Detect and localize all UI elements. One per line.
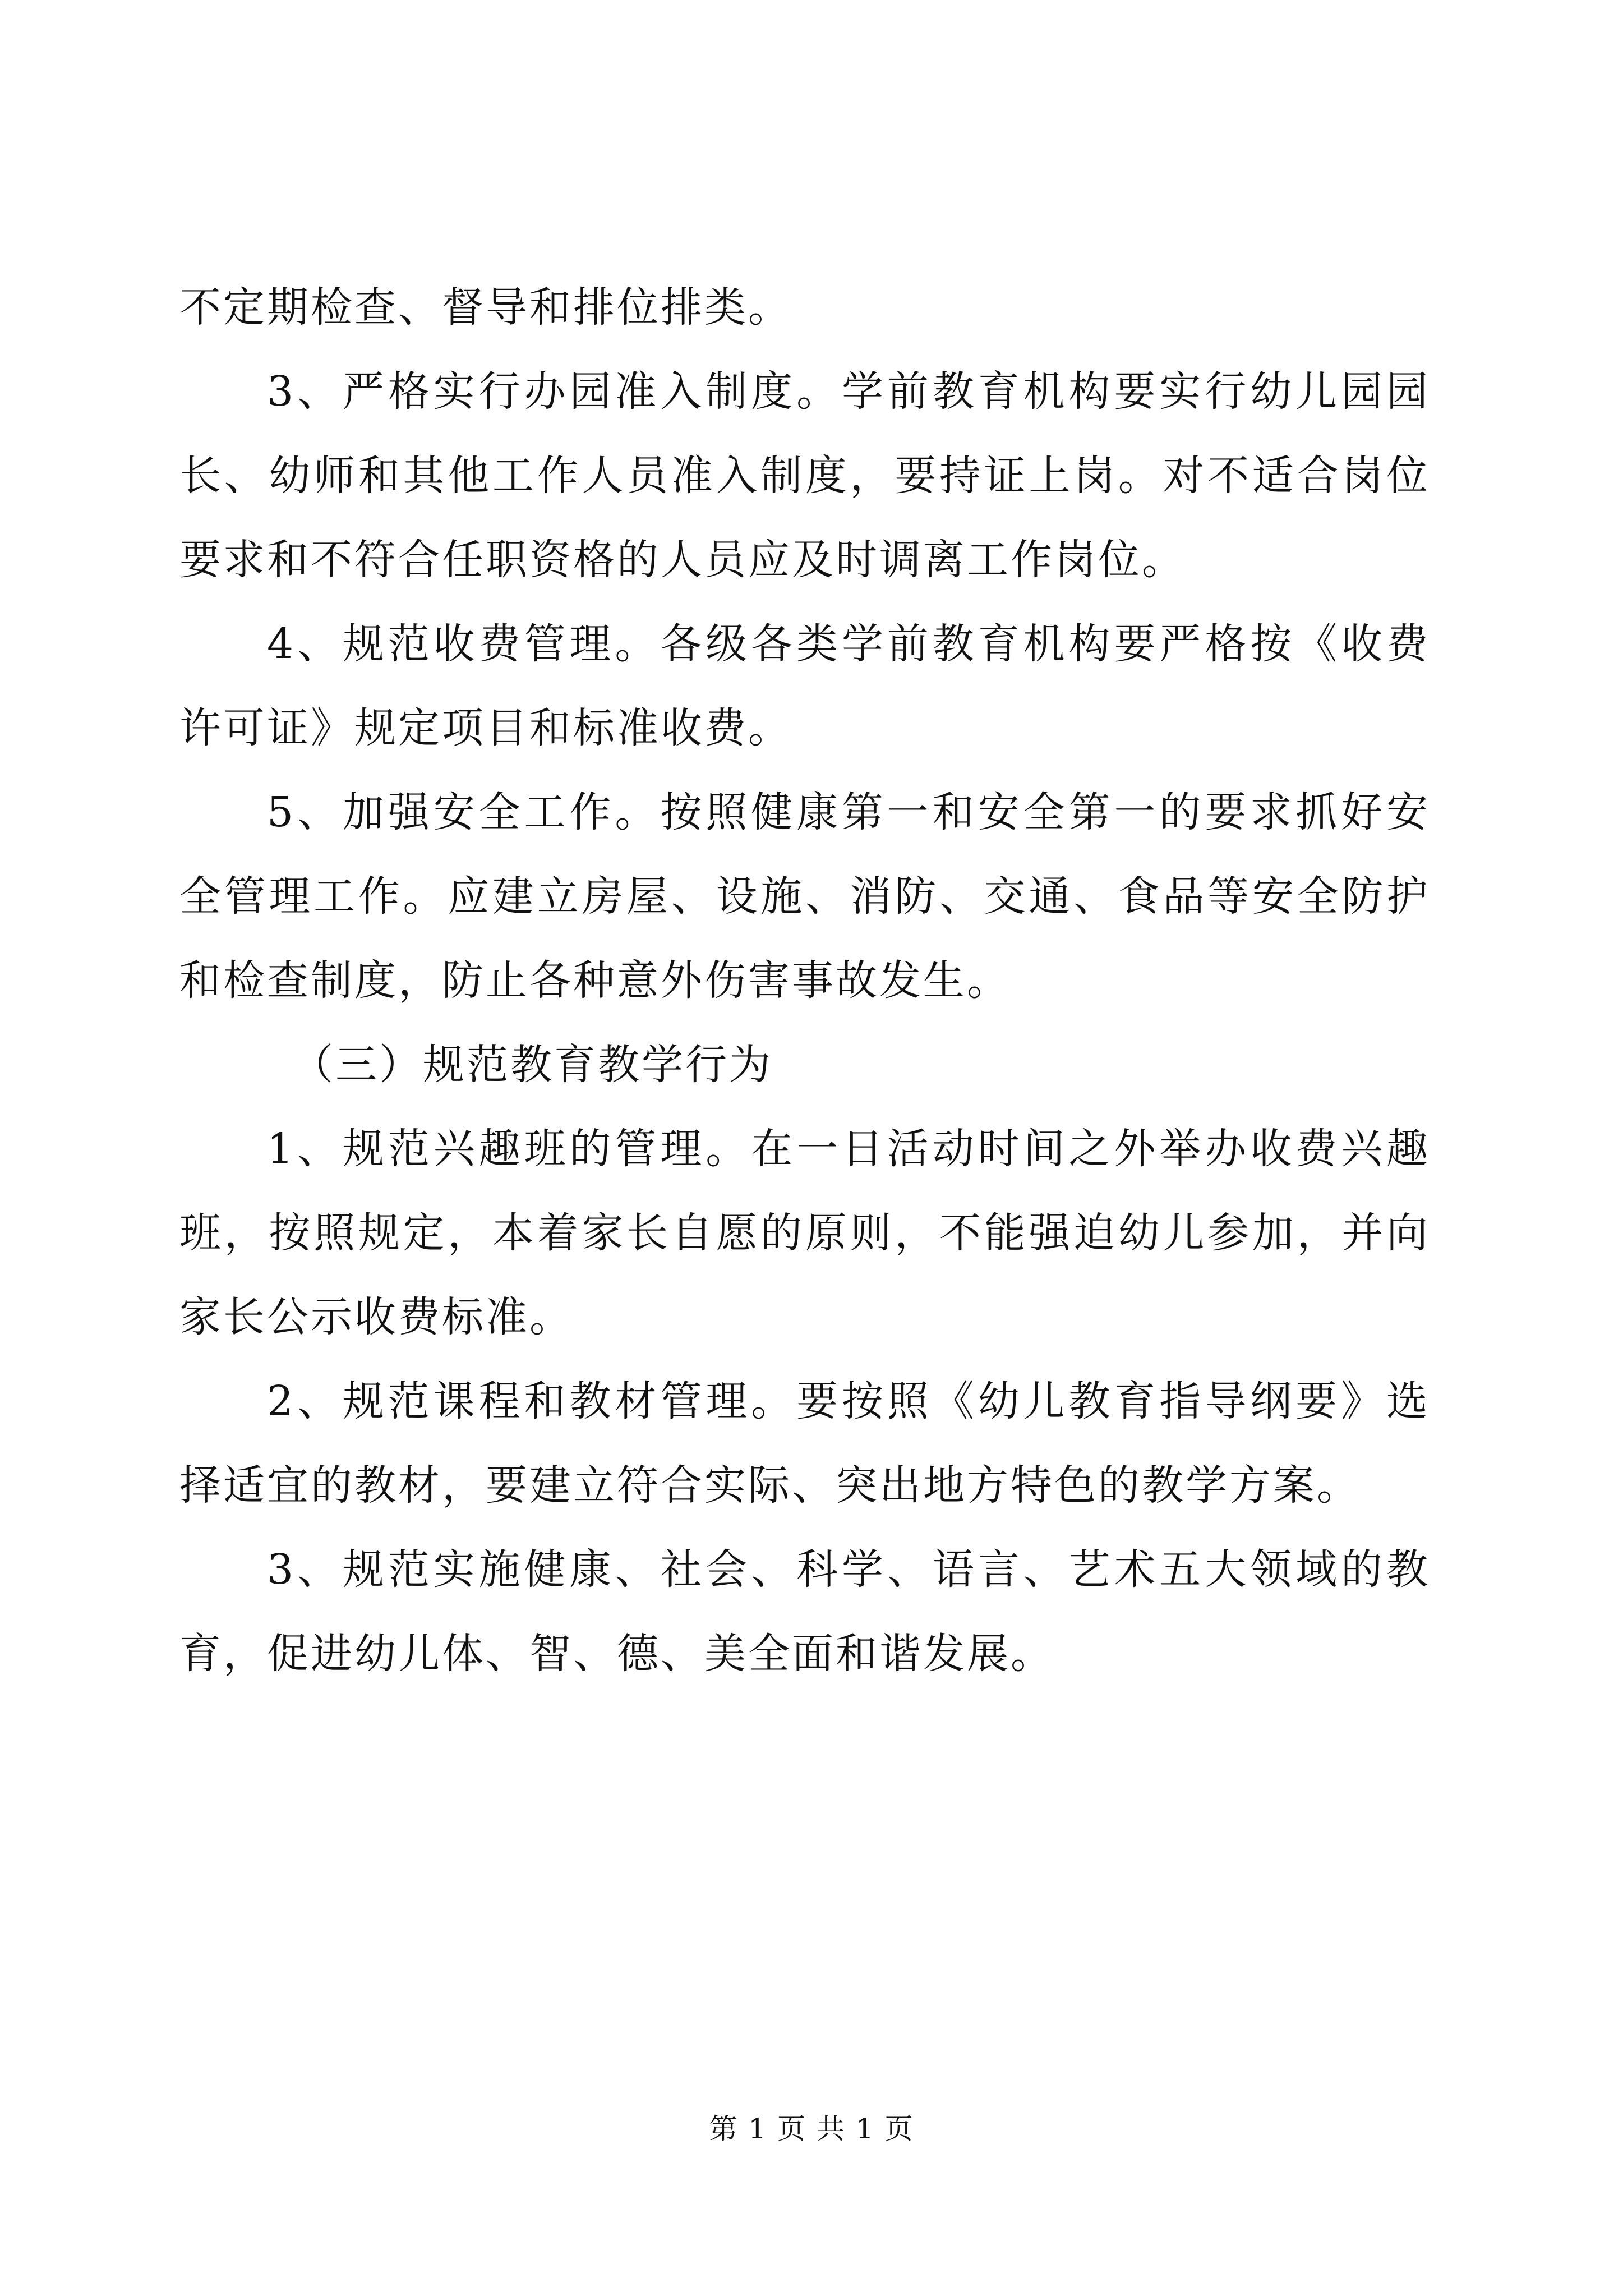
paragraph-item-2-curriculum: 2、规范课程和教材管理。要按照《幼儿教育指导纲要》选择适宜的教材，要建立符合实际、突出地方特色的教学方案。 xyxy=(179,1377,1430,1510)
paragraph-item-1-interest-class: 1、规范兴趣班的管理。在一日活动时间之外举办收费兴趣班，按照规定，本着家长自愿的原则，不能强迫幼儿参加，并向家长公示收费标准。 xyxy=(179,1125,1430,1341)
section-heading-3: （三）规范教育教学行为 xyxy=(292,1041,773,1089)
page-number-footer: 第 1 页 共 1 页 xyxy=(709,2113,914,2145)
paragraph-continuation: 不定期检查、督导和排位排类。 xyxy=(179,283,792,332)
document-body xyxy=(179,265,1430,1696)
paragraph-item-3-five-domains: 3、规范实施健康、社会、科学、语言、艺术五大领域的教育，促进幼儿体、智、德、美全面和谐发展。 xyxy=(179,1545,1430,1678)
paragraph-item-3-admission: 3、严格实行办园准入制度。学前教育机构要实行幼儿园园长、幼师和其他工作人员准入制度，要持证上岗。对不适合岗位要求和不符合任职资格的人员应及时调离工作岗位。 xyxy=(179,367,1430,584)
paragraph-item-5-safety: 5、加强安全工作。按照健康第一和安全第一的要求抓好安全管理工作。应建立房屋、设施、消防、交通、食品等安全防护和检查制度，防止各种意外伤害事故发生。 xyxy=(179,788,1430,1005)
paragraph-item-4-fees: 4、规范收费管理。各级各类学前教育机构要严格按《收费许可证》规定项目和标准收费。 xyxy=(179,620,1430,752)
